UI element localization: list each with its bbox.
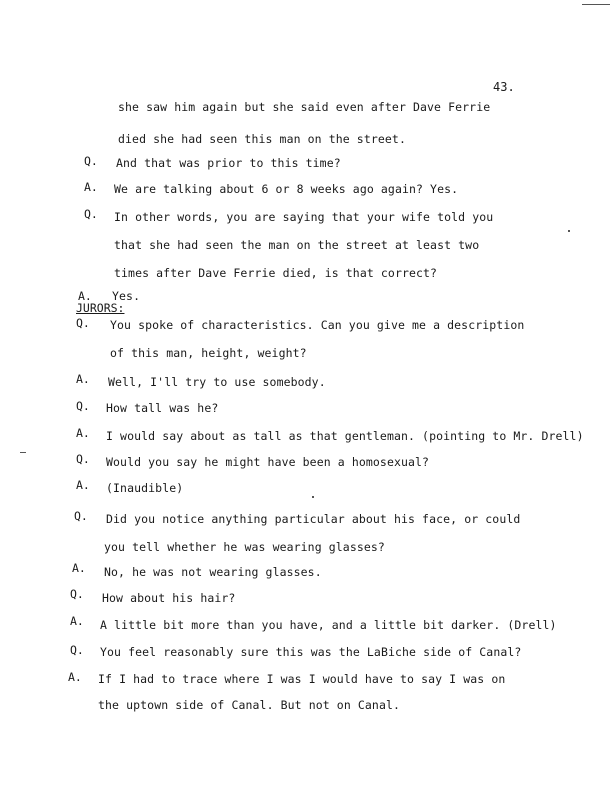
- scan-mark: [582, 4, 610, 5]
- speaker-label: Q.: [76, 399, 90, 413]
- speaker-label: Q.: [74, 509, 88, 523]
- transcript-line: I would say about as tall as that gentleman. (pointing to Mr. Drell): [106, 429, 584, 443]
- scan-speck: [568, 230, 570, 232]
- transcript-line: (Inaudible): [106, 481, 184, 495]
- transcript-line: We are talking about 6 or 8 weeks ago again? Yes.: [114, 182, 459, 196]
- speaker-label: A.: [76, 426, 90, 440]
- transcript-line: of this man, height, weight?: [110, 346, 307, 360]
- speaker-label: A.: [72, 561, 86, 575]
- speaker-label: Q.: [76, 316, 90, 330]
- transcript-line: times after Dave Ferrie died, is that correct?: [114, 266, 438, 280]
- speaker-label: Q.: [84, 207, 98, 221]
- transcript-line: you tell whether he was wearing glasses?: [104, 540, 385, 554]
- speaker-label: A.: [78, 289, 92, 303]
- speaker-label: Q.: [84, 154, 98, 168]
- transcript-line: And that was prior to this time?: [116, 156, 341, 170]
- speaker-label: A.: [76, 372, 90, 386]
- speaker-label: A.: [84, 180, 98, 194]
- transcript-line: Yes.: [112, 289, 141, 303]
- transcript-line: In other words, you are saying that your wife told you: [114, 210, 494, 224]
- speaker-label: A.: [76, 478, 90, 492]
- page-number: 43.: [493, 80, 515, 94]
- speaker-label: Q.: [70, 587, 84, 601]
- speaker-label: Q.: [70, 643, 84, 657]
- transcript-line: the uptown side of Canal. But not on Canal.: [98, 698, 401, 712]
- transcript-line: You spoke of characteristics. Can you give me a description: [110, 318, 525, 332]
- scan-speck: [20, 452, 26, 453]
- speaker-label: A.: [70, 614, 84, 628]
- transcript-line: How about his hair?: [102, 591, 236, 605]
- speaker-label: A.: [68, 670, 82, 684]
- transcript-line: A little bit more than you have, and a little bit darker. (Drell): [100, 618, 557, 632]
- transcript-line: No, he was not wearing glasses.: [104, 565, 322, 579]
- transcript-line: You feel reasonably sure this was the LaBiche side of Canal?: [100, 645, 522, 659]
- transcript-line: If I had to trace where I was I would have to say I was on: [98, 672, 506, 686]
- transcript-line: that she had seen the man on the street at least two: [114, 238, 480, 252]
- jurors-heading: JURORS:: [76, 301, 125, 315]
- transcript-line: How tall was he?: [106, 401, 219, 415]
- transcript-line: Would you say he might have been a homosexual?: [106, 455, 430, 469]
- transcript-line: Did you notice anything particular about his face, or could: [106, 512, 521, 526]
- speaker-label: Q.: [76, 452, 90, 466]
- transcript-line: Well, I'll try to use somebody.: [108, 375, 326, 389]
- transcript-line: she saw him again but she said even after Dave Ferrie: [118, 100, 491, 114]
- scan-speck: [312, 496, 314, 498]
- transcript-line: died she had seen this man on the street.: [118, 132, 406, 146]
